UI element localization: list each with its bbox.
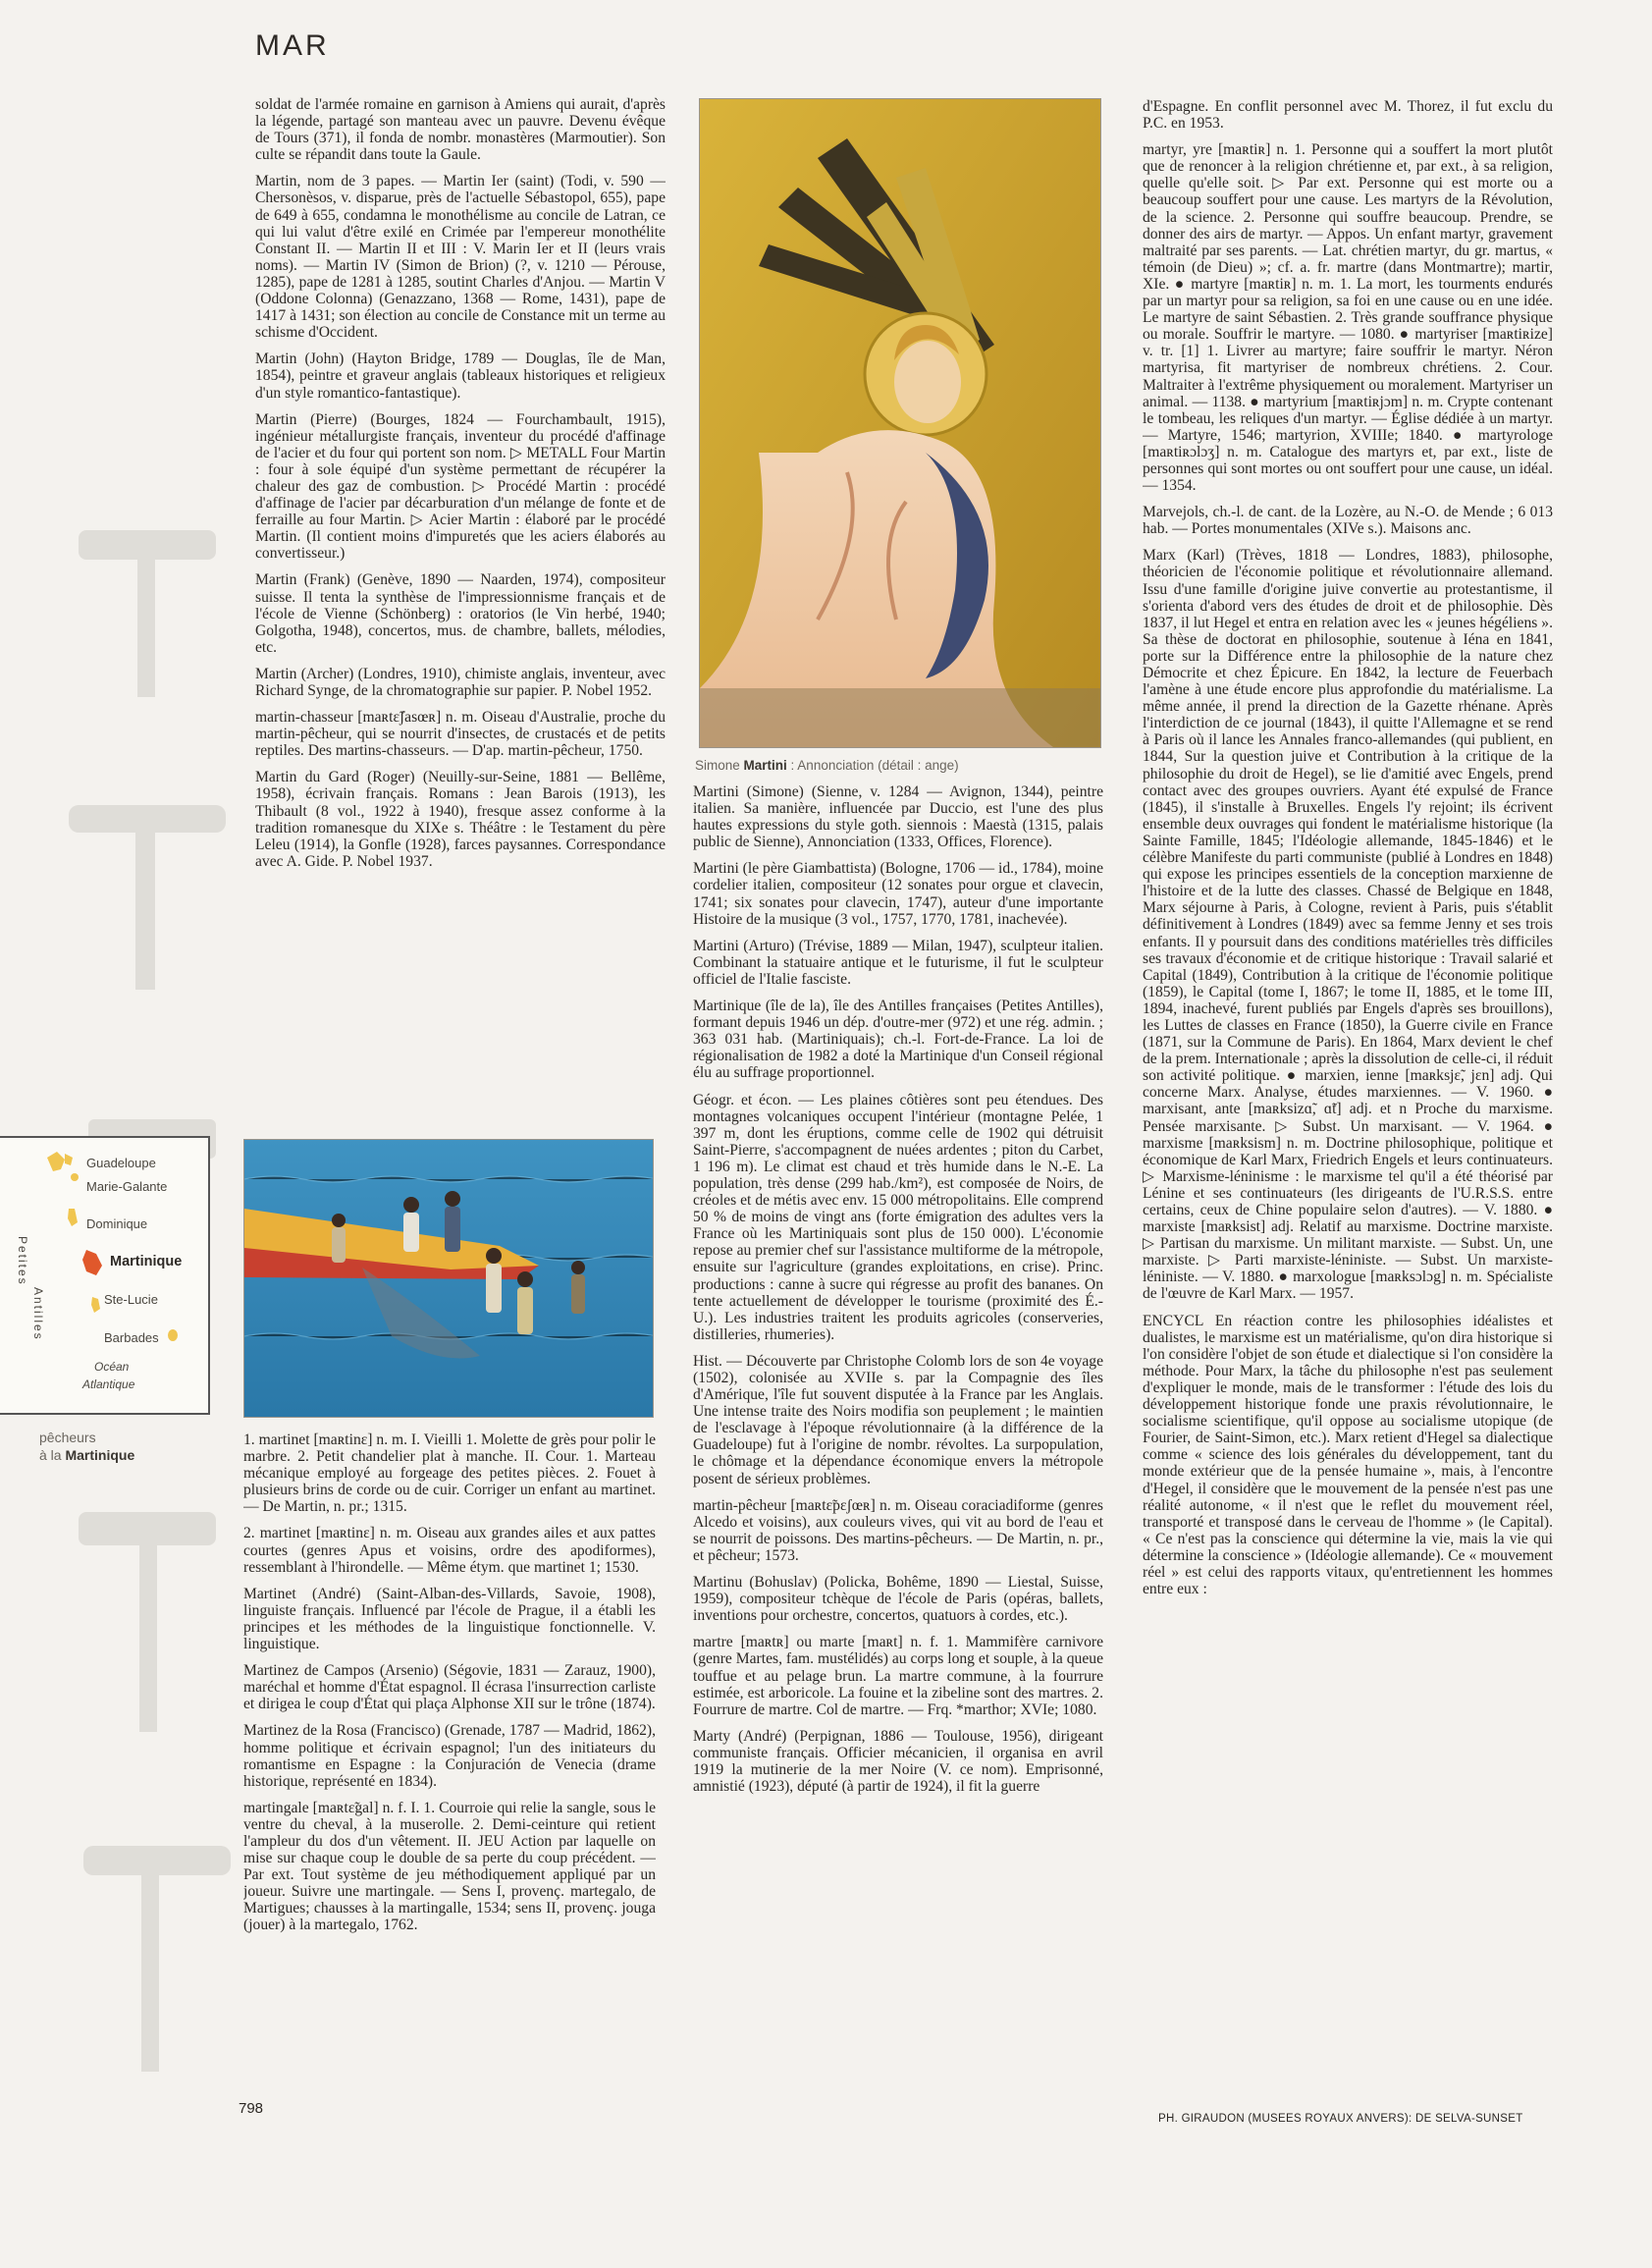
caption-painting-suffix: : Annonciation (détail : ange) bbox=[786, 758, 959, 773]
column-1-bottom bbox=[243, 1431, 656, 2089]
entry-marvejols: Marvejols, ch.-l. de cant. de la Lozère, au N.-O. de Mende ; 6 013 hab. — Portes monumentales (XIVe s.). Maisons anc. bbox=[1143, 504, 1553, 538]
island-guadeloupe bbox=[47, 1152, 73, 1171]
entry-martini-giambattista: Martini (le père Giambattista) (Bologne, 1706 — id., 1784), moine cordelier italien, compositeur (12 sonates pour orgue et clavecin, 1741; six sonates pour clavecin, 1747), auteur d'une importante Histoire de la musique (3 vol., 1757, 1770, 1781, inachevée). bbox=[693, 860, 1103, 928]
entry-martin-frank: Martin (Frank) (Genève, 1890 — Naarden, 1974), compositeur suisse. Il tenta la synthèse de l'impressionnisme français et de l'école de Vienne (Schönberg) : oratorios (le Vin herbé, 1940; Golgotha, 1948), concertos, mus. de chambre, ballets, mélodies, etc. bbox=[255, 571, 666, 656]
caption-painting bbox=[695, 758, 959, 773]
map-label-atlantique: Atlantique bbox=[82, 1377, 135, 1391]
entry-marx-encycl: ENCYCL En réaction contre les philosophies idéalistes et dualistes, le marxisme est un matérialisme, qu'on dira historique si l'on considère l'objet de son étude et dialectique si l'on considère la méthode. Pour Marx, la tâche du philosophe n'est pas seulement d'expliquer le monde, mais de le transformer : l'étude des lois du développement historique fonde une praxis révolutionnaire, le socialisme scientifique, qu'il oppose au socialisme utopique (de Fourier, de Saint-Simon, etc.). Marx retient d'Hegel sa dialectique comme « science des lois générales du développement, tant du monde extérieur que de la pensée humaine », mais, à l'encontre d'Hegel, il considère que le mouvement de la pensée n'est pas une réalité autonome, « il n'est que le reflet du mouvement réel, transporté et transposé dans le cerveau de l'homme » (le Capital). « Ce n'est pas la conscience qui détermine la vie, mais la vie qui détermine la conscience » (Idéologie allemande). Ce « mouvement réel » est celui des rapports vitaux, qu'entretiennent les hommes entre eux : bbox=[1143, 1312, 1553, 1598]
map-label-antilles: Antilles bbox=[31, 1287, 45, 1341]
map-label-guadeloupe: Guadeloupe bbox=[86, 1156, 156, 1170]
entry-marx: Marx (Karl) (Trèves, 1818 — Londres, 1883), philosophe, théoricien de l'économie politique et révolutionnaire allemand. Issu d'une famille d'origine juive convertie au protestantisme, il s'orienta d'abord vers des études de droit et de philosophie. Dès 1837, il lut Hegel et entra en relation avec les « jeunes hégéliens ». Sa thèse de doctorat en philosophie, soutenue à Iéna en 1841, porte sur la Différence entre la philosophie de la nature chez Démocrite et chez Épicure. En 1842, la lecture de Feuerbach l'amène à une étude encore plus approfondie du matérialisme. La même année, il prend la direction de la Gazette rhénane. Après l'interdiction de ce journal (1843), il quitte l'Allemagne et se rend à Paris où il lance les Annales franco-allemandes (qui publient, en 1844, Sur la question juive et Contribution à la critique de la philosophie du droit de Hegel), se lie d'amitié avec Engels, prend contact avec des groupes ouvriers. Ayant été expulsé de France (1845), il s'installe à Bruxelles. Engels l'y rejoint; ils écrivent ensemble deux ouvrages qui fondent le matérialisme historique (la Sainte Famille, 1845; l'Idéologie allemande, 1845-1846) et le célèbre Manifeste du parti communiste (publié à Londres en 1848) qui expose les principes essentiels de la conception marxienne de l'histoire et de la lutte des classes. Chassé de Belgique en 1848, Marx séjourne à Paris, à Cologne, revient à Paris, puis s'établit définitivement à Londres (1849) avec sa femme Jenny et ses trois enfants. Il y poursuit dans des conditions matérielles très difficiles ses travaux d'économie et de critique historique : Travail salarié et Capital (1849), Contribution à la critique de l'économie politique (1859), le Capital (tome I, 1867; le tome II, 1885, et le tome III, 1894, inachevé, furent publiés par Engels d'après ses brouillons), les Luttes de classes en France (1850), la Guerre civile en France (1871, sur la Commune de Paris). En 1864, Marx devient le chef de la prem. Internationale ; après la dissolution de celle-ci, il réduit son activité politique. ● marxien, ienne [maʀksjɛ̃, jɛn] adj. Qui concerne Marx. Analyse, études marxiennes. — V. 1960. ● marxisant, ante [maʀksizɑ̃, ɑ̃t] adj. et n Proche du marxisme. Pensée marxisante. ▷ Subst. Un marxisant. — V. 1964. ● marxisme [maʀksism] n. m. Doctrine philosophique, politique et économique de Karl Marx, Friedrich Engels et leurs continuateurs. ▷ Marxisme-léninisme : le marxisme tel qu'il a été théorisé par Lénine et ses continuateurs (les dirigeants de l'U.R.S.S. entre certains, ceux de Chine populaire selon d'autres). — V. 1880. ● marxiste [maʀksist] adj. Relatif au marxisme. Doctrine marxiste. ▷ Partisan du marxisme. Un militant marxiste. — Subst. Un, une marxiste. ▷ Parti marxiste-léniniste. — Subst. Un marxiste-léniniste. — V. 1880. ● marxologue [maʀksɔlɔg] n. m. Spécialiste de l'œuvre de Karl Marx. — 1957. bbox=[1143, 547, 1553, 1303]
entry-martre: martre [maʀtʀ] ou marte [maʀt] n. f. 1. Mammifère carnivore (genre Martes, fam. mustélidés) au corps long et souple, à la queue touffue et au pelage brun. La martre commune, à la fourrure estimée, est arboricole. La fouine et la zibeline sont des martres. 2. Fourrure de martre. Col de martre. — Frq. *marthor; XVIe; 1080. bbox=[693, 1634, 1103, 1718]
entry-marty-continued: d'Espagne. En conflit personnel avec M. Thorez, il fut exclu du P.C. en 1953. bbox=[1143, 98, 1553, 133]
entry-martin-popes: Martin, nom de 3 papes. — Martin Ier (saint) (Todi, v. 590 — Chersonèsos, v. disparue, près de l'actuelle Sébastopol, 655), pape de 649 à 655, condamna le monothélisme au concile de Latran, ce qui lui valut d'être exilé en Crimée par l'empereur monothélite Constant II. — Martin II et III : V. Marin Ier et II (leurs vrais noms). — Martin IV (Simon de Brion) (?, v. 1210 — Pérouse, 1285), pape de 1281 à 1285, soutint Charles d'Anjou. — Martin V (Oddone Colonna) (Genazzano, 1368 — Rome, 1431), pape de 1417 à 1431; son élection au concile de Constance mit un terme au schisme d'Occident. bbox=[255, 173, 666, 342]
column-2 bbox=[693, 783, 1103, 2089]
painting-image bbox=[700, 99, 1100, 747]
antilles-map bbox=[0, 1136, 210, 1415]
entry-martinet-1: 1. martinet [maʀtinɛ] n. m. I. Vieilli 1. Molette de grès pour polir le marbre. 2. Petit chandelier plat à manche. II. Cour. 1. Marteau mécanique employé au forgeage des petites pièces. 2. Fouet à plusieurs brins de corde ou de cuir. Corriger un enfant au martinet. — De Martin, n. pr.; 1315. bbox=[243, 1431, 656, 1516]
map-label-dominique: Dominique bbox=[86, 1216, 148, 1231]
entry-martin-archer: Martin (Archer) (Londres, 1910), chimiste anglais, inventeur, avec Richard Synge, de la chromatographie sur papier. P. Nobel 1952. bbox=[255, 665, 666, 699]
island-marie-galante bbox=[71, 1173, 79, 1181]
map-label-ocean: Océan bbox=[94, 1360, 130, 1374]
entry-martyr: martyr, yre [maʀtiʀ] n. 1. Personne qui a souffert la mort plutôt que de renoncer à la religion chrétienne et, par ext., à sa religion, quelle qu'elle soit. ▷ Par ext. Personne qui est morte ou a beaucoup souffert pour une cause. Les martyrs de la Révolution, de la science. 2. Personne qui souffre beaucoup. Prendre, se donner des airs de martyr. — Appos. Un enfant martyr, gravement maltraité par ses parents. — Lat. chrétien martyr, du gr. martus, « témoin (de Dieu) »; cf. a. fr. martre (dans Montmartre); martir, XIe. ● martyre [maʀtiʀ] n. m. 1. La mort, les tourments endurés par un martyr pour sa religion, sa foi en une cause ou en une idée. Le martyre de saint Sébastien. 2. Très grande souffrance physique ou morale. Souffrir le martyre. — 1080. ● martyriser [maʀtiʀize] v. tr. [1] 1. Livrer au martyre; faire souffrir le martyr. Néron martyrisa, fit martyriser de nombreux chrétiens. 2. Cour. Maltraiter à l'extrême physiquement ou moralement. Martyriser un animal. — 1138. ● martyrium [maʀtiʀjɔm] n. m. Crypte contenant le tombeau, les reliques d'un martyr. — Église dédiée à un martyr. — Martyre, 1546; martyrion, XVIIIe; 1840. ● martyrologe [maʀtiʀɔlɔʒ] n. m. Catalogue des martyrs et, par ext., liste de personnes qui sont mortes ou ont souffert pour une cause, un idéal. — 1354. bbox=[1143, 141, 1553, 495]
entry-martinet-andre: Martinet (André) (Saint-Alban-des-Villards, Savoie, 1908), linguiste français. Influencé par l'école de Prague, il a établi les principes et les méthodes de la linguistique fonctionnelle. V. linguistique. bbox=[243, 1585, 656, 1653]
painting-annunciation-angel bbox=[699, 98, 1101, 748]
column-3 bbox=[1143, 98, 1553, 2089]
entry-martini-simone: Martini (Simone) (Sienne, v. 1284 — Avignon, 1344), peintre italien. Sa manière, influencée par Duccio, est l'une des plus hautes expressions du style goth. siennois : Maestà (1315, palais public de Sienne), Annonciation (1333, Offices, Florence). bbox=[693, 783, 1103, 851]
caption-fishermen-line1: pêcheurs bbox=[39, 1430, 96, 1445]
photo-credit: PH. GIRAUDON (MUSEES ROYAUX ANVERS): DE SELVA-SUNSET bbox=[1158, 2113, 1523, 2125]
photo-fishermen-martinique bbox=[243, 1139, 654, 1418]
caption-fishermen-bold: Martinique bbox=[65, 1447, 135, 1463]
entry-martin-du-gard: Martin du Gard (Roger) (Neuilly-sur-Seine, 1881 — Bellême, 1958), écrivain français. Romans : Jean Barois (1913), les Thibault (8 vol., 1922 à 1940), fresque assez conforme à la tradition romanesque du XIXe s. Théâtre : le Testament du père Leleu (1914), la Gonfle (1928), farces paysannes. Correspondance avec A. Gide. P. Nobel 1937. bbox=[255, 769, 666, 870]
page-title: MAR bbox=[255, 29, 330, 62]
map-label-ste-lucie: Ste-Lucie bbox=[104, 1292, 158, 1307]
entry-martin-chasseur: martin-chasseur [maʀtɛ̃ʃasœʀ] n. m. Oiseau d'Australie, proche du martin-pêcheur, qui se nourrit d'insectes, de crustacés et de petits reptiles. Des martins-chasseurs. — D'ap. martin-pêcheur, 1750. bbox=[255, 709, 666, 760]
entry-martinique: Martinique (île de la), île des Antilles françaises (Petites Antilles), formant depuis 1946 un dép. d'outre-mer (972) et une rég. admin. ; 363 031 hab. (Martiniquais); ch.-l. Fort-de-France. La loi de régionalisation de 1982 a doté la Martinique d'un Conseil régional élu au suffrage proportionnel. bbox=[693, 998, 1103, 1082]
entry-martingale: martingale [maʀtɛ̃gal] n. f. I. 1. Courroie qui relie la sangle, sous le ventre du cheval, à la muserolle. 2. Demi-ceinture qui retient l'ampleur du dos d'un vêtement. II. JEU Action par laquelle on mise sur chaque coup le double de sa perte du coup précédent. — Par ext. Tout système de jeu méthodiquement appliqué par un joueur. Suivre une martingale. — Sens I, provenç. martegalo, de Martigues; chausses à la martingalle, 1534; sens II, provenç. jouga (jouer) à la martegalo, 1762. bbox=[243, 1799, 656, 1934]
caption-fishermen-prefix: à la bbox=[39, 1447, 66, 1463]
map-label-martinique: Martinique bbox=[110, 1254, 183, 1269]
island-barbades bbox=[168, 1329, 178, 1341]
ghost-hammer-illustrations-bottom bbox=[59, 1473, 255, 2101]
page-number: 798 bbox=[239, 2100, 264, 2117]
entry-martinique-hist: Hist. — Découverte par Christophe Colomb lors de son 4e voyage (1502), colonisée au XVIIe s. par la Compagnie des îles d'Amérique, l'île fut souvent disputée à la France par les Anglais. Une intense traite des Noirs modifia son peuplement ; le maintien de l'esclavage à l'époque révolutionnaire (à la différence de la Guadeloupe) fut à l'origine de nombr. révoltes. La surpopulation, le chômage et la dépendance économique envers la métropole posent de sérieux problèmes. bbox=[693, 1352, 1103, 1487]
entry-martini-arturo: Martini (Arturo) (Trévise, 1889 — Milan, 1947), sculpteur italien. Combinant la statuaire antique et le futurisme, il fut le sculpteur officiel de l'Italie fasciste. bbox=[693, 937, 1103, 988]
entry-martinet-2: 2. martinet [maʀtinɛ] n. m. Oiseau aux grandes ailes et aux pattes courtes (genres Apus et voisins, ordre des apodiformes), ressemblant à l'hirondelle. — Même étym. que martinet 1; 1530. bbox=[243, 1525, 656, 1576]
caption-painting-prefix: Simone bbox=[695, 758, 744, 773]
photo-fishermen-image bbox=[244, 1140, 653, 1417]
island-martinique bbox=[82, 1250, 102, 1275]
entry-martin-pecheur: martin-pêcheur [maʀtɛ̃pɛʃœʀ] n. m. Oiseau coraciadiforme (genres Alcedo et voisins), aux couleurs vives, qui vit au bord de l'eau et se nourrit de poissons. Des martins-pêcheurs. — De Martin, n. pr., et pêcheur; 1573. bbox=[693, 1496, 1103, 1564]
island-ste-lucie bbox=[91, 1297, 100, 1313]
map-label-petites: Petites bbox=[16, 1236, 29, 1286]
entry-martinez-de-campos: Martinez de Campos (Arsenio) (Ségovie, 1831 — Zarauz, 1900), maréchal et homme d'État espagnol. Il écrasa l'insurrection carliste et dirigea le coup d'État qui plaça Alphonse XII sur le trône (1874). bbox=[243, 1662, 656, 1713]
column-1-top bbox=[255, 96, 666, 1125]
entry-martinu: Martinu (Bohuslav) (Policka, Bohême, 1890 — Liestal, Suisse, 1959), compositeur tchèque de l'école de Paris (opéras, ballets, inventions pour orchestre, concertos, quatuors à cordes, etc.). bbox=[693, 1574, 1103, 1625]
entry-martinique-geog: Géogr. et écon. — Les plaines côtières sont peu étendues. Des montagnes volcaniques occupent l'intérieur (montagne Pelée, 1 397 m, dont les éruptions, comme celle de 1902 qui détruisit Saint-Pierre, s'accompagnent de nuées ardentes ; piton du Carbet, 1 196 m). Le climat est chaud et très humide dans le N.-E. La population, très dense (299 hab./km²), est composée de Noirs, de créoles et de métis avec env. 15 000 métropolitains. Elle comprend 50 % de moins de vingt ans (forte émigration des adultes vers la France où les Martiniquais sont plus de 150 000). L'économie repose au premier chef sur l'assistance multiforme de la métropole, ensuite sur l'agriculture (grandes exploitations, en crise). Princ. productions : canne à sucre qui régresse au profit des bananes. On tente actuellement de développer le tourisme (proximité des É.-U.). Les industries traitent les produits agricoles (conserveries, distilleries, rhumeries). bbox=[693, 1091, 1103, 1343]
entry-martin-john: Martin (John) (Hayton Bridge, 1789 — Douglas, île de Man, 1854), peintre et graveur anglais (tableaux historiques et religieux d'un style romantico-fantastique). bbox=[255, 351, 666, 402]
island-dominique bbox=[68, 1209, 78, 1226]
map-label-marie-galante: Marie-Galante bbox=[86, 1179, 168, 1194]
caption-fishermen bbox=[39, 1429, 134, 1464]
entry-martin-pierre: Martin (Pierre) (Bourges, 1824 — Fourchambault, 1915), ingénieur métallurgiste français, inventeur du procédé d'affinage de l'acier et du four qui portent son nom. ▷ METALL Four Martin : four à sole équipé d'un système permettant de récupérer la chaleur des gaz de combustion. ▷ Procédé Martin : procédé d'affinage de l'acier par décarburation d'un mélange de fonte et de ferraille au four Martin. ▷ Acier Martin : élaboré par le procédé Martin. (Il contient moins d'impuretés que les aciers élaborés au convertisseur.) bbox=[255, 410, 666, 563]
entry-marty: Marty (André) (Perpignan, 1886 — Toulouse, 1956), dirigeant communiste français. Officier mécanicien, il organisa en avril 1919 la mutinerie de la mer Noire (V. ce nom). Emprisonné, amnistié (1923), député (à partir de 1924), il fit la guerre bbox=[693, 1727, 1103, 1796]
entry-martinez-de-la-rosa: Martinez de la Rosa (Francisco) (Grenade, 1787 — Madrid, 1862), homme politique et écrivain espagnol; l'un des initiateurs du romantisme en Espagne : la Conjuración de Venecia (drame historique, représenté en 1834). bbox=[243, 1722, 656, 1790]
caption-painting-bold: Martini bbox=[743, 758, 787, 773]
map-label-barbades: Barbades bbox=[104, 1330, 159, 1345]
entry-saint-martin: soldat de l'armée romaine en garnison à Amiens qui aurait, d'après la légende, partagé son manteau avec un pauvre. Devenu évêque de Tours (371), il fonda de nombr. monastères (Marmoutier). Son culte se répandit dans toute la Gaule. bbox=[255, 96, 666, 164]
